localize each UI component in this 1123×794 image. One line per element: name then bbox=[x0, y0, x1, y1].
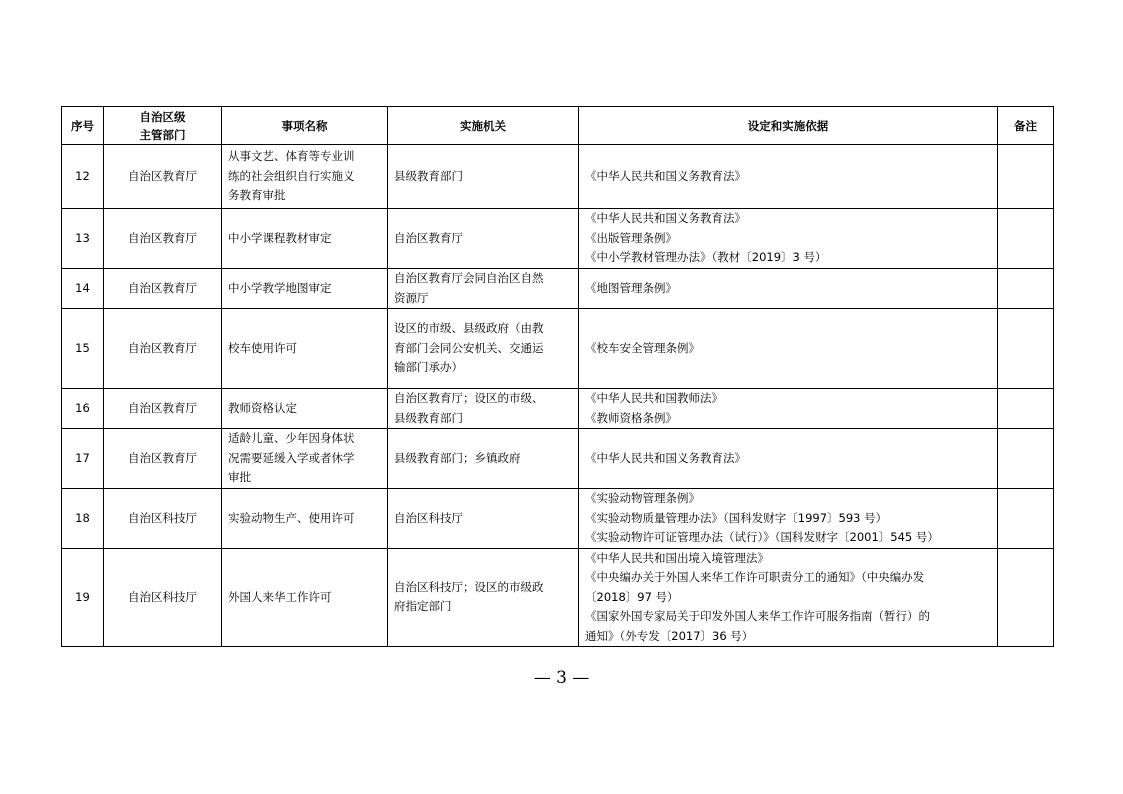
table-row bbox=[62, 209, 1054, 269]
table-row bbox=[62, 145, 1054, 209]
row-basis bbox=[579, 389, 998, 429]
page-number: — 3 — bbox=[533, 668, 590, 688]
row-basis bbox=[579, 309, 998, 389]
basis-line: 《中华人民共和国义务教育法》 bbox=[585, 211, 746, 226]
header-basis: 设定和实施依据 bbox=[579, 107, 998, 145]
row-agency: 自治区教育厅；设区的市级、 县级教育部门 bbox=[388, 389, 579, 429]
row-agency: 县级教育部门 bbox=[388, 145, 579, 209]
basis-line: 《国家外国专家局关于印发外国人来华工作许可服务指南（暂行）的 通知》（外专发〔2017〕36 号） bbox=[585, 609, 930, 643]
table-row bbox=[62, 389, 1054, 429]
row-note bbox=[998, 309, 1054, 389]
basis-line: 《中小学教材管理办法》（教材〔2019〕3 号） bbox=[585, 250, 827, 265]
row-note bbox=[998, 389, 1054, 429]
row-note bbox=[998, 209, 1054, 269]
row-dept: 自治区教育厅 bbox=[104, 309, 222, 389]
table-row bbox=[62, 548, 1054, 647]
row-item: 适龄儿童、少年因身体状 况需要延缓入学或者休学 审批 bbox=[222, 429, 388, 489]
row-number: 12 bbox=[62, 145, 104, 209]
row-item: 中小学课程教材审定 bbox=[222, 209, 388, 269]
row-dept: 自治区科技厅 bbox=[104, 489, 222, 549]
row-agency: 自治区教育厅会同自治区自然 资源厅 bbox=[388, 269, 579, 309]
table-header-row bbox=[62, 107, 1054, 145]
row-item: 校车使用许可 bbox=[222, 309, 388, 389]
row-item: 教师资格认定 bbox=[222, 389, 388, 429]
row-basis bbox=[579, 429, 998, 489]
row-note bbox=[998, 548, 1054, 647]
header-agency: 实施机关 bbox=[388, 107, 579, 145]
row-note bbox=[998, 145, 1054, 209]
row-dept: 自治区教育厅 bbox=[104, 209, 222, 269]
row-number: 13 bbox=[62, 209, 104, 269]
row-item: 实验动物生产、使用许可 bbox=[222, 489, 388, 549]
row-dept: 自治区教育厅 bbox=[104, 145, 222, 209]
header-note: 备注 bbox=[998, 107, 1054, 145]
row-number: 15 bbox=[62, 309, 104, 389]
row-basis bbox=[579, 489, 998, 549]
table-body bbox=[62, 145, 1054, 647]
table-row bbox=[62, 269, 1054, 309]
table-row bbox=[62, 489, 1054, 549]
basis-line: 《中央编办关于外国人来华工作许可职责分工的通知》（中央编办发 〔2018〕97 号） bbox=[585, 570, 925, 604]
basis-line: 《实验动物许可证管理办法（试行）》（国科发财字〔2001〕545 号） bbox=[585, 530, 939, 544]
row-dept: 自治区教育厅 bbox=[104, 429, 222, 489]
basis-line: 《中华人民共和国教师法》 bbox=[585, 391, 723, 405]
basis-line: 《校车安全管理条例》 bbox=[585, 340, 700, 355]
row-number: 19 bbox=[62, 548, 104, 647]
row-item: 中小学教学地图审定 bbox=[222, 269, 388, 309]
table-row bbox=[62, 309, 1054, 389]
row-dept: 自治区科技厅 bbox=[104, 548, 222, 647]
basis-line: 《出版管理条例》 bbox=[585, 230, 677, 245]
basis-line: 《教师资格条例》 bbox=[585, 410, 677, 425]
basis-line: 《实验动物管理条例》 bbox=[585, 491, 700, 505]
row-basis bbox=[579, 269, 998, 309]
row-basis bbox=[579, 548, 998, 647]
row-agency: 县级教育部门；乡镇政府 bbox=[388, 429, 579, 489]
row-note bbox=[998, 269, 1054, 309]
row-note bbox=[998, 429, 1054, 489]
permit-table bbox=[61, 106, 1054, 647]
row-number: 14 bbox=[62, 269, 104, 309]
row-basis bbox=[579, 145, 998, 209]
basis-line: 《中华人民共和国出境入境管理法》 bbox=[585, 550, 769, 565]
row-basis bbox=[579, 209, 998, 269]
basis-line: 《地图管理条例》 bbox=[585, 280, 677, 295]
row-note bbox=[998, 489, 1054, 549]
row-agency: 设区的市级、县级政府（由教 育部门会同公安机关、交通运 输部门承办） bbox=[388, 309, 579, 389]
basis-line: 《中华人民共和国义务教育法》 bbox=[585, 168, 746, 183]
basis-line: 《实验动物质量管理办法》（国科发财字〔1997〕593 号） bbox=[585, 510, 888, 525]
row-number: 16 bbox=[62, 389, 104, 429]
row-agency: 自治区科技厅；设区的市级政 府指定部门 bbox=[388, 548, 579, 647]
row-dept: 自治区教育厅 bbox=[104, 389, 222, 429]
row-item: 外国人来华工作许可 bbox=[222, 548, 388, 647]
basis-line: 《中华人民共和国义务教育法》 bbox=[585, 450, 746, 465]
row-agency: 自治区科技厅 bbox=[388, 489, 579, 549]
header-no: 序号 bbox=[62, 107, 104, 145]
row-dept: 自治区教育厅 bbox=[104, 269, 222, 309]
header-dept: 自治区级 主管部门 bbox=[104, 107, 222, 145]
table-row bbox=[62, 429, 1054, 489]
row-item: 从事文艺、体育等专业训 练的社会组织自行实施义 务教育审批 bbox=[222, 145, 388, 209]
row-agency: 自治区教育厅 bbox=[388, 209, 579, 269]
header-item: 事项名称 bbox=[222, 107, 388, 145]
row-number: 18 bbox=[62, 489, 104, 549]
row-number: 17 bbox=[62, 429, 104, 489]
